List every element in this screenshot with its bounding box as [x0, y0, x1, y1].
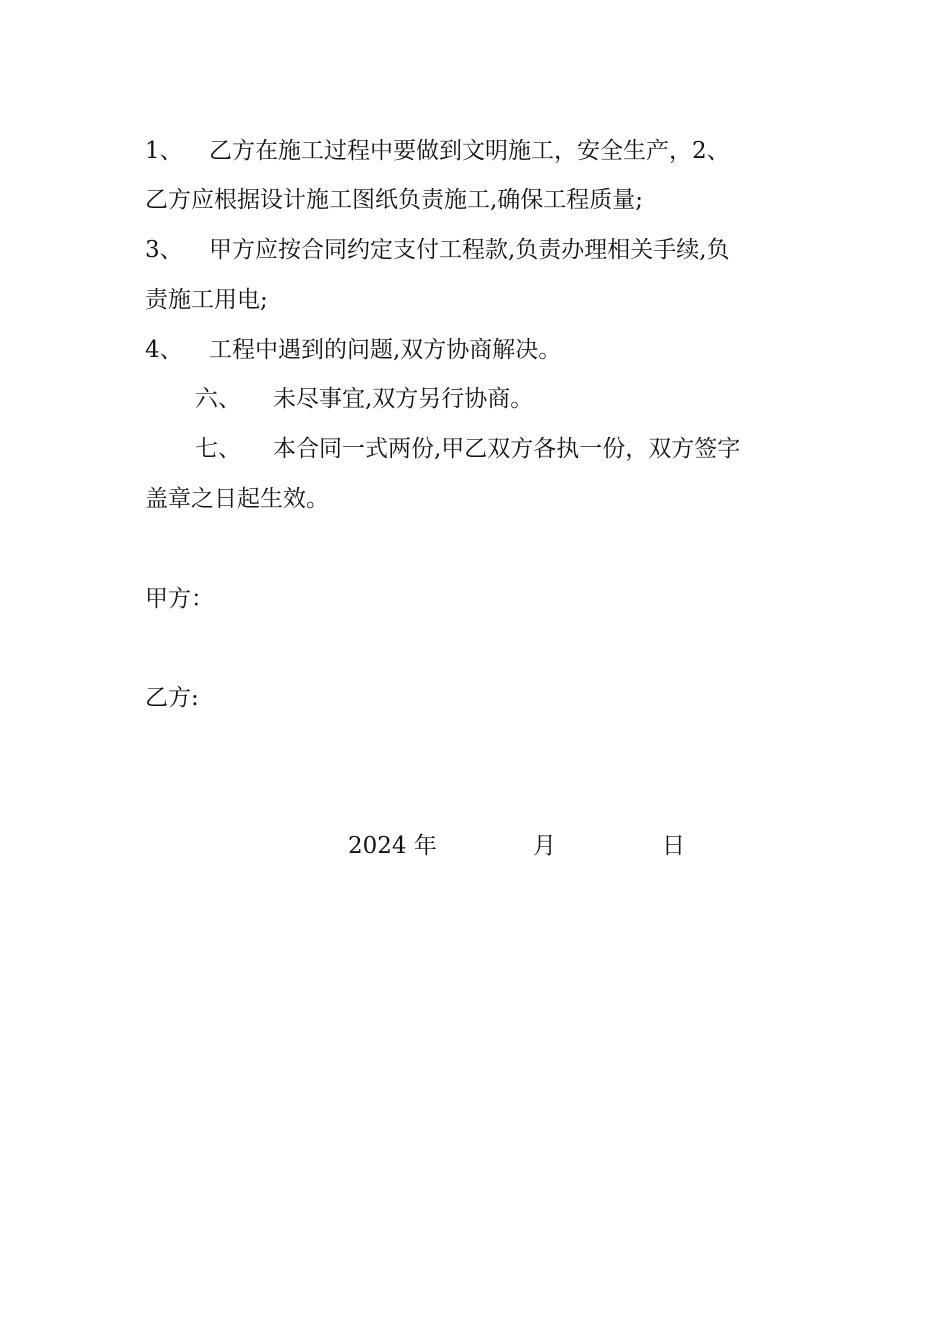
section-6	[195, 384, 533, 414]
section-text: 本合同一式两份,甲乙双方各执一份，双方签字	[273, 436, 741, 462]
clause-text: 工程中遇到的问题,双方协商解决。	[209, 337, 562, 363]
clause-number: 4、	[145, 337, 183, 363]
party-a-signature-label: 甲方：	[145, 586, 214, 612]
clause-text: 乙方在施工过程中要做到文明施工，安全生产，2、	[209, 138, 730, 164]
clause-1-continuation: 乙方应根据设计施工图纸负责施工,确保工程质量;	[145, 187, 644, 213]
section-number: 六、	[195, 386, 241, 412]
section-text: 未尽事宜,双方另行协商。	[273, 386, 534, 412]
date-year: 2024 年	[348, 833, 437, 859]
clause-text: 甲方应按合同约定支付工程款,负责办理相关手续,负	[209, 237, 730, 263]
date-day: 日	[662, 833, 685, 859]
party-b-signature-label: 乙方:	[145, 685, 199, 711]
date-month: 月	[533, 833, 556, 859]
section-number: 七、	[195, 436, 241, 462]
section-7	[195, 434, 740, 464]
clause-3	[145, 235, 730, 265]
clause-3-continuation: 责施工用电;	[145, 287, 268, 313]
clause-number: 1、	[145, 138, 183, 164]
clause-4	[145, 335, 561, 365]
clause-1	[145, 136, 730, 166]
clause-number: 3、	[145, 237, 183, 263]
section-7-continuation: 盖章之日起生效。	[145, 486, 329, 512]
